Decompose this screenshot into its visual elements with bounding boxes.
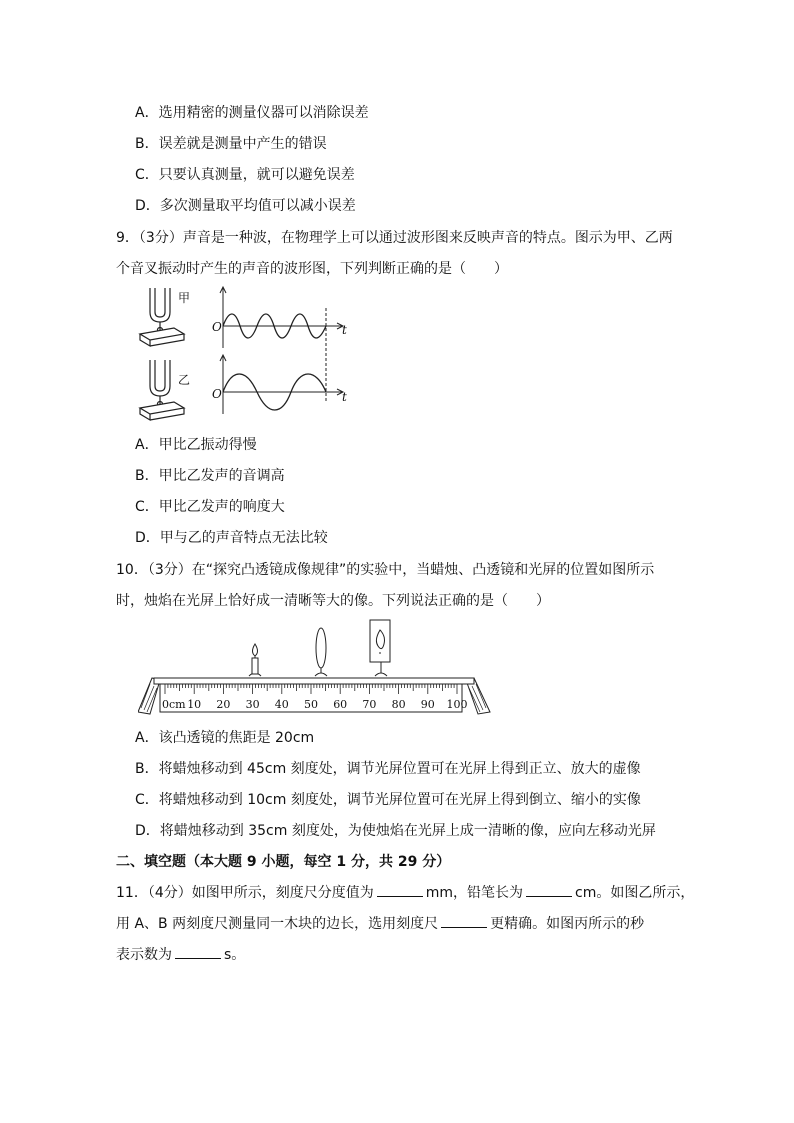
q8-option-d: D．多次测量取平均值可以减小误差	[135, 198, 356, 214]
q11-blank-2[interactable]	[526, 884, 572, 897]
q8-option-b: B．误差就是测量中产生的错误	[135, 136, 327, 152]
q10-option-b: B．将蜡烛移动到 45cm 刻度处，调节光屏位置可在光屏上得到正立、放大的虚像	[135, 761, 641, 777]
q11-line1	[116, 884, 694, 902]
q9-stem-line2: 个音叉振动时产生的声音的波形图，下列判断正确的是（ ）	[116, 261, 508, 277]
q11-text-1b: mm，铅笔长为	[425, 885, 524, 901]
q10-optical-bench-figure	[138, 618, 494, 718]
ruler-label: 10	[187, 698, 202, 711]
fig-label-a: 甲	[178, 291, 191, 305]
q10-stem-line1: 10．（3分）在“探究凸透镜成像规律”的实验中，当蜡烛、凸透镜和光屏的位置如图所示	[116, 562, 655, 578]
ruler-label: 0cm	[162, 698, 186, 711]
ruler-label: 70	[362, 698, 377, 711]
ruler-label: 20	[216, 698, 231, 711]
waveform-a-t-label: t	[342, 323, 347, 337]
ruler-label: 90	[420, 698, 435, 711]
q10-option-d: D．将蜡烛移动到 35cm 刻度处，为使烛焰在光屏上成一清晰的像，应向左移动光屏	[135, 823, 656, 839]
waveform-a-origin: O	[212, 320, 222, 334]
q9-option-a: A．甲比乙振动得慢	[135, 437, 257, 453]
ruler-label: 40	[274, 698, 289, 711]
q11-blank-3[interactable]	[441, 915, 487, 928]
convex-lens-icon	[315, 628, 327, 676]
ruler-label: 30	[245, 698, 260, 711]
q8-option-c: C．只要认真测量，就可以避免误差	[135, 167, 355, 183]
fig-label-b: 乙	[178, 373, 191, 387]
bench-rail	[154, 678, 474, 684]
tuning-fork-b-icon	[140, 360, 184, 420]
ruler-label: 100	[446, 698, 468, 711]
waveform-b-t-label: t	[342, 390, 347, 404]
ruler-label: 60	[333, 698, 348, 711]
q10-stem-line2: 时，烛焰在光屏上恰好成一清晰等大的像。下列说法正确的是（ ）	[116, 593, 550, 609]
section-2-title: 二、填空题（本大题 9 小题，每空 1 分，共 29 分）	[116, 854, 451, 870]
q11-text-1a: 11．（4分）如图甲所示，刻度尺分度值为	[116, 885, 374, 901]
q11-text-1c: cm。如图乙所示，	[575, 885, 695, 901]
waveform-b-origin: O	[212, 387, 222, 401]
candle-icon	[249, 644, 261, 676]
light-screen-icon	[370, 620, 390, 676]
q11-blank-4[interactable]	[175, 946, 221, 959]
ruler-label: 50	[304, 698, 318, 711]
q11-line2	[116, 915, 644, 933]
q11-line3	[116, 946, 245, 964]
waveform-b-axes	[220, 355, 343, 414]
q8-option-a: A．选用精密的测量仪器可以消除误差	[135, 105, 369, 121]
q9-stem-line1: 9．（3分）声音是一种波，在物理学上可以通过波形图来反映声音的特点。图示为甲、乙两	[116, 230, 673, 246]
waveform-a-axes	[220, 287, 343, 368]
q11-text-2b: 更精确。如图丙所示的秒	[490, 916, 645, 932]
q11-text-3a: 表示数为	[116, 947, 172, 963]
q9-option-c: C．甲比乙发声的响度大	[135, 499, 285, 515]
q9-figure	[136, 284, 366, 424]
q11-text-2a: 用 A、B 两刻度尺测量同一木块的边长，选用刻度尺	[116, 916, 439, 932]
q11-text-3b: s。	[224, 947, 246, 963]
q9-option-b: B．甲比乙发声的音调高	[135, 468, 285, 484]
q10-option-c: C．将蜡烛移动到 10cm 刻度处，调节光屏位置可在光屏上得到倒立、缩小的实像	[135, 792, 641, 808]
q10-option-a: A．该凸透镜的焦距是 20cm	[135, 730, 315, 746]
q9-option-d: D．甲与乙的声音特点无法比较	[135, 530, 328, 546]
q11-blank-1[interactable]	[377, 884, 423, 897]
ruler-label: 80	[391, 698, 406, 711]
